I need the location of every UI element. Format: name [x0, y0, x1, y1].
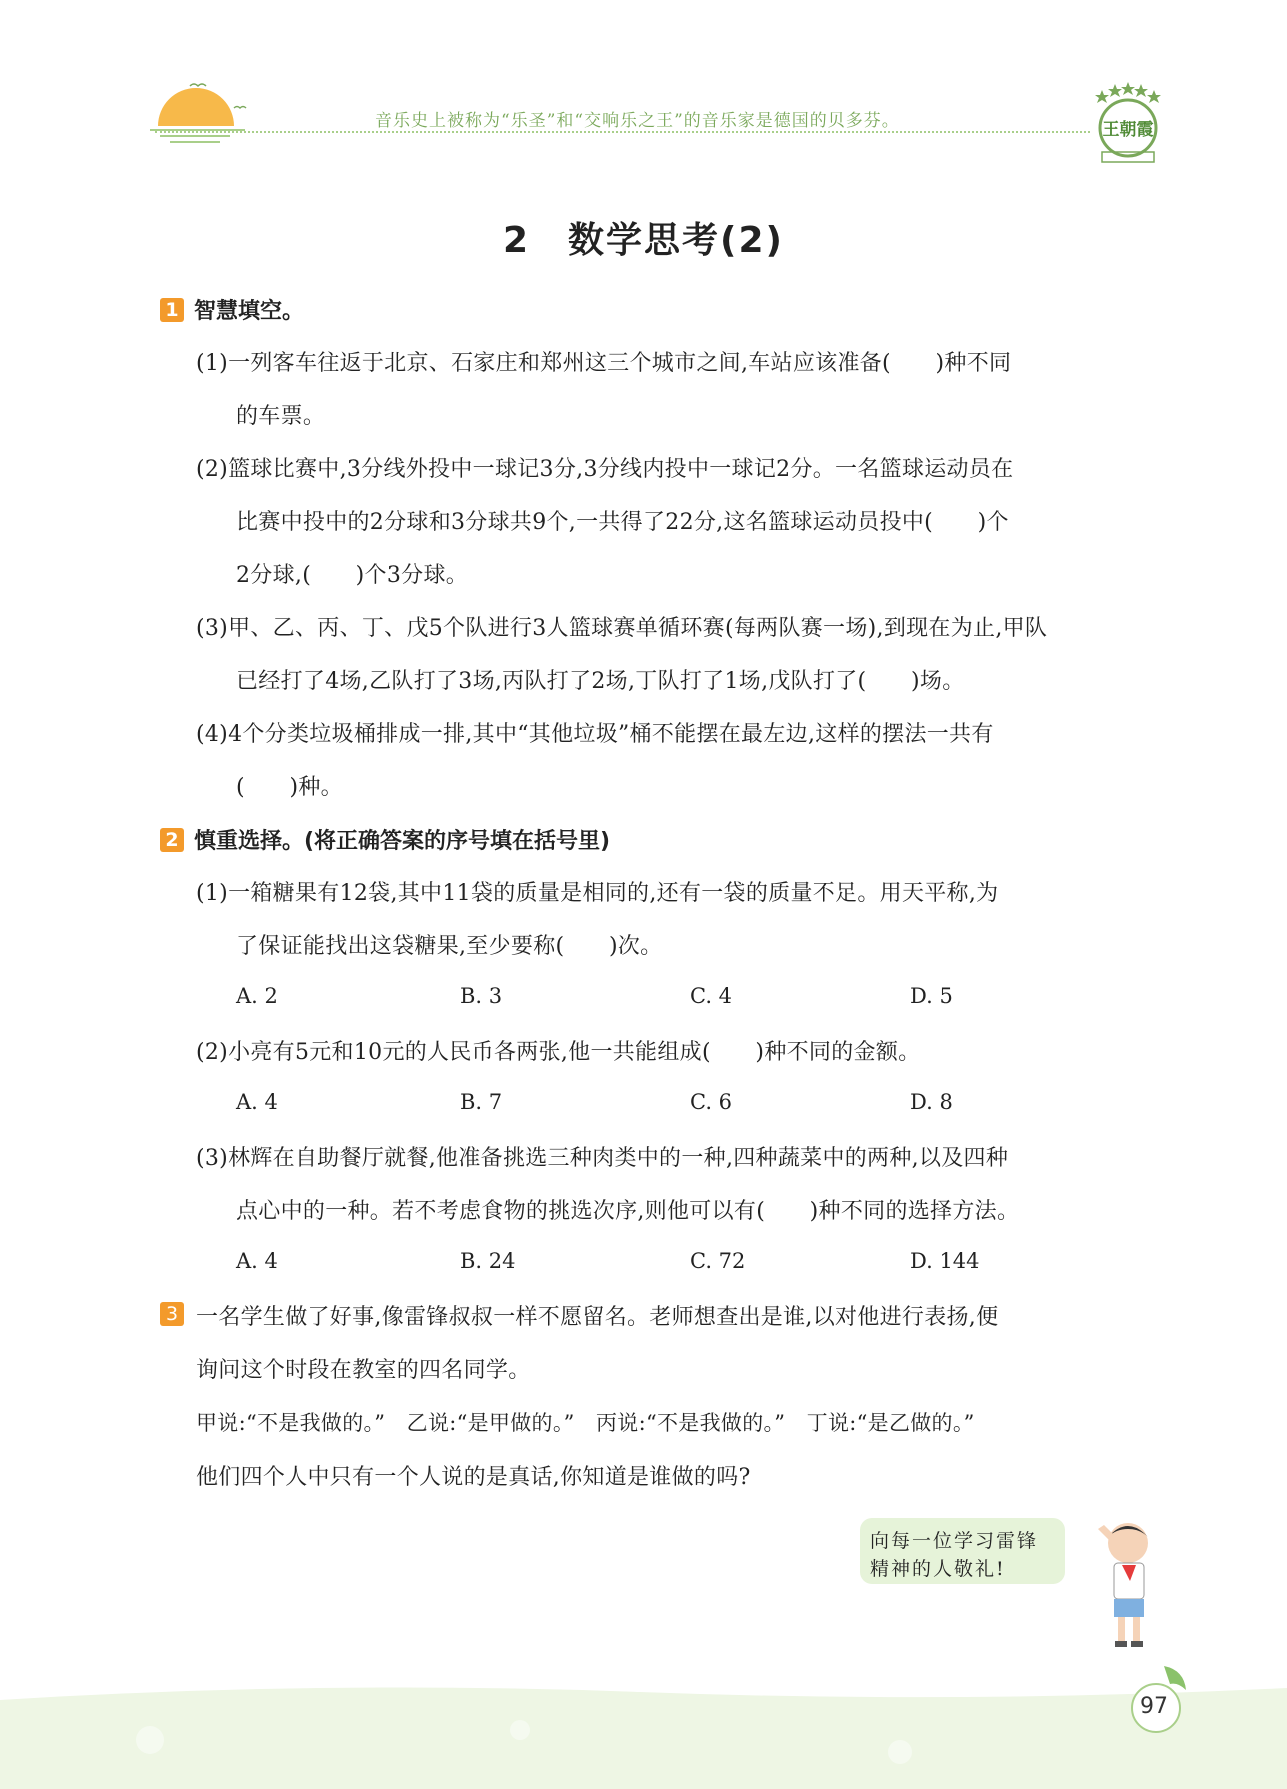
question-line: (4)4个分类垃圾桶排成一排,其中“其他垃圾”桶不能摆在最左边,这样的摆法一共有 [196, 722, 994, 747]
option-a: A. 4 [236, 1090, 278, 1114]
question-line: (1)一箱糖果有12袋,其中11袋的质量是相同的,还有一袋的质量不足。用天平称,为 [196, 881, 999, 906]
option-c: C. 6 [690, 1090, 733, 1114]
question-line: (2)小亮有5元和10元的人民币各两张,他一共能组成( )种不同的金额。 [196, 1040, 921, 1065]
option-b: B. 24 [460, 1249, 516, 1273]
option-c: C. 4 [690, 984, 733, 1008]
footer-background [0, 1680, 1287, 1789]
question-line: 比赛中投中的2分球和3分球共9个,一共得了22分,这名篮球运动员投中( )个 [236, 510, 1009, 535]
question-line: 询问这个时段在教室的四名同学。 [196, 1358, 531, 1383]
option-b: B. 7 [460, 1090, 503, 1114]
section-number-badge: 2 [160, 828, 184, 852]
section-1-heading [160, 294, 304, 325]
question-line: ( )种。 [236, 775, 343, 800]
page-number: 97 [1140, 1694, 1168, 1719]
question-line: (3)林辉在自助餐厅就餐,他准备挑选三种肉类中的一种,四种蔬菜中的两种,以及四种 [196, 1146, 1009, 1171]
question-line: 已经打了4场,乙队打了3场,丙队打了2场,丁队打了1场,戊队打了( )场。 [236, 669, 965, 694]
statements-line: 甲说:“不是我做的。” 乙说:“是甲做的。” 丙说:“不是我做的。” 丁说:“是乙做的。” [196, 1411, 975, 1435]
section-heading-text: 慎重选择。(将正确答案的序号填在括号里) [194, 829, 611, 854]
header-tip: 音乐史上被称为“乐圣”和“交响乐之王”的音乐家是德国的贝多芬。 [375, 111, 900, 131]
option-c: C. 72 [690, 1249, 746, 1273]
question-line: 了保证能找出这袋糖果,至少要称( )次。 [236, 934, 663, 959]
speech-bubble [860, 1518, 1065, 1584]
bubble-line: 精神的人敬礼! [870, 1558, 1006, 1580]
bubble-line: 向每一位学习雷锋 [870, 1530, 1039, 1552]
section-3-badge-wrap [160, 1302, 194, 1326]
question-line: 点心中的一种。若不考虑食物的挑选次序,则他可以有( )种不同的选择方法。 [236, 1199, 1020, 1224]
option-d: D. 8 [910, 1090, 953, 1114]
question-line: 2分球,( )个3分球。 [236, 563, 469, 588]
question-line: (3)甲、乙、丙、丁、戊5个队进行3人篮球赛单循环赛(每两队赛一场),到现在为止,甲队 [196, 616, 1048, 641]
section-number-badge: 3 [160, 1302, 184, 1326]
question-line: 的车票。 [236, 404, 326, 429]
question-line: 一名学生做了好事,像雷锋叔叔一样不愿留名。老师想查出是谁,以对他进行表扬,便 [196, 1305, 999, 1330]
option-a: A. 2 [236, 984, 278, 1008]
header-divider [155, 131, 1090, 133]
option-a: A. 4 [236, 1249, 278, 1273]
page-title: 2 数学思考(2) [502, 220, 784, 261]
option-d: D. 144 [910, 1249, 980, 1273]
section-heading-text: 智慧填空。 [194, 299, 305, 324]
brand-logo [1088, 78, 1168, 168]
section-number-badge: 1 [160, 298, 184, 322]
question-line: (2)篮球比赛中,3分线外投中一球记3分,3分线内投中一球记2分。一名篮球运动员在 [196, 457, 1014, 482]
saluting-child-illustration [1090, 1515, 1170, 1655]
option-b: B. 3 [460, 984, 503, 1008]
section-2-heading [160, 824, 610, 855]
sunset-icon [150, 78, 250, 148]
svg-text:王朝霞: 王朝霞 [1102, 120, 1154, 140]
question-line: 他们四个人中只有一个人说的是真话,你知道是谁做的吗? [196, 1465, 751, 1490]
option-d: D. 5 [910, 984, 953, 1008]
question-line: (1)一列客车往返于北京、石家庄和郑州这三个城市之间,车站应该准备( )种不同 [196, 351, 1012, 376]
